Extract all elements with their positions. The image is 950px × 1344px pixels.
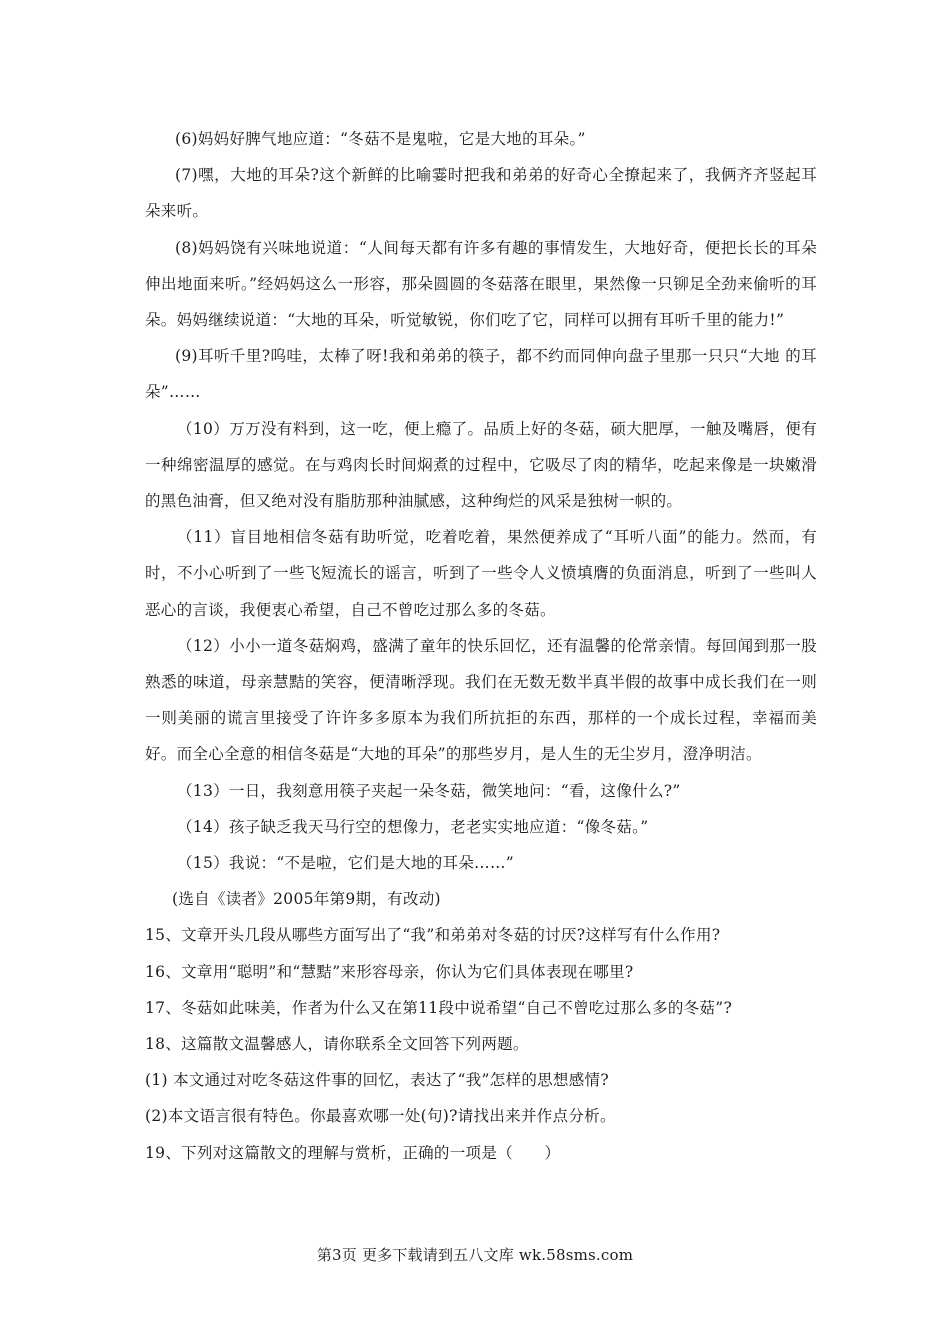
paragraph-12: （12）小小一道冬菇焖鸡，盛满了童年的快乐回忆，还有温馨的伦常亲情。每回闻到那一股熟悉的味道，母亲慧黠的笑容，便清晰浮现。我们在无数无数半真半假的故事中成长我们在一则一则美丽的谎言里接受了许许多多原本为我们所抗拒的东西，那样的一个成长过程，幸福而美好。而全心全意的相信冬菇是“大地的耳朵”的那些岁月，是人生的无尘岁月，澄净明洁。 bbox=[145, 636, 817, 764]
question-18-part-2: (2)本文语言很有特色。你最喜欢哪一处(句)?请找出来并作点分析。 bbox=[145, 1107, 616, 1126]
paragraph-10: （10）万万没有料到，这一吃，便上瘾了。品质上好的冬菇，硕大肥厚，一触及嘴唇，便有一种绵密温厚的感觉。在与鸡肉长时间焖煮的过程中，它吸尽了肉的精华，吃起来像是一块嫩滑的黑色油膏，但又绝对没有脂肪那种油腻感，这种绚烂的风采是独树一帜的。 bbox=[145, 419, 817, 511]
question-18-part-1: (1) 本文通过对吃冬菇这件事的回忆，表达了“我”怎样的思想感情? bbox=[145, 1071, 609, 1090]
document-body bbox=[145, 121, 817, 1171]
page-footer: 第3页 更多下载请到五八文库 wk.58sms.com bbox=[316, 1246, 634, 1264]
question-18: 18、这篇散文温馨感人，请你联系全文回答下列两题。 bbox=[145, 1035, 529, 1054]
paragraph-7: (7)嘿，大地的耳朵?这个新鲜的比喻霎时把我和弟弟的好奇心全撩起来了，我俩齐齐竖起耳朵来听。 bbox=[145, 166, 817, 221]
paragraph-13: （13）一日，我刻意用筷子夹起一朵冬菇，微笑地问：“看，这像什么?” bbox=[177, 781, 681, 800]
paragraph-11: （11）盲目地相信冬菇有助听觉，吃着吃着，果然便养成了“耳听八面”的能力。然而，有时，不小心听到了一些飞短流长的谣言，听到了一些令人义愤填膺的负面消息，听到了一些叫人恶心的言谈，我便衷心希望，自己不曾吃过那么多的冬菇。 bbox=[145, 528, 817, 619]
question-16: 16、文章用“聪明”和“慧黠”来形容母亲，你认为它们具体表现在哪里? bbox=[145, 962, 634, 981]
paragraph-15: （15）我说：“不是啦，它们是大地的耳朵……” bbox=[177, 854, 514, 873]
paragraph-14: （14）孩子缺乏我天马行空的想像力，老老实实地应道：“像冬菇。” bbox=[177, 817, 649, 836]
question-19: 19、下列对这篇散文的理解与赏析，正确的一项是（ ） bbox=[145, 1143, 561, 1162]
paragraph-9: (9)耳听千里?呜哇，太棒了呀!我和弟弟的筷子，都不约而同伸向盘子里那一只只“大地 的耳朵”…… bbox=[145, 347, 817, 402]
paragraph-8: (8)妈妈饶有兴味地说道：“人间每天都有许多有趣的事情发生，大地好奇，便把长长的耳朵伸出地面来听。”经妈妈这么一形容，那朵圆圆的冬菇落在眼里，果然像一只铆足全劲来偷听的耳朵。妈妈继续说道：“大地的耳朵，听觉敏锐，你们吃了它，同样可以拥有耳听千里的能力!” bbox=[145, 238, 817, 330]
question-17: 17、冬菇如此味美，作者为什么又在第11段中说希望“自己不曾吃过那么多的冬菇”? bbox=[145, 998, 733, 1017]
question-15: 15、文章开头几段从哪些方面写出了“我”和弟弟对冬菇的讨厌?这样写有什么作用? bbox=[145, 926, 721, 945]
source-note: (选自《读者》2005年第9期，有改动) bbox=[172, 890, 441, 909]
paragraph-6: (6)妈妈好脾气地应道：“冬菇不是鬼啦，它是大地的耳朵。” bbox=[175, 130, 586, 148]
